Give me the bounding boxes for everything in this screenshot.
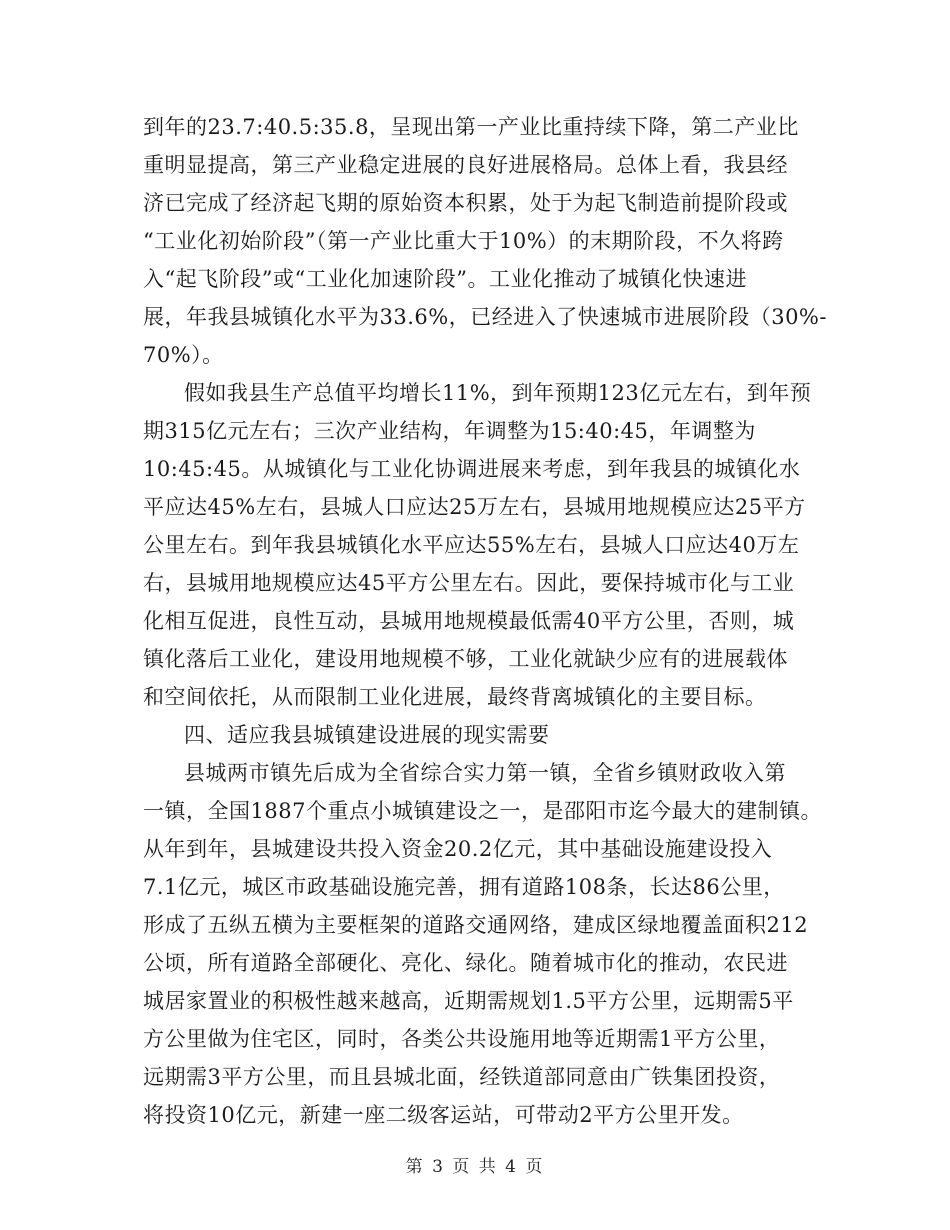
paragraph1-line-3: 济已完成了经济起飞期的原始资本积累，处于为起飞制造前提阶段或 — [143, 191, 788, 215]
paragraph3-line-3: 从年到年，县城建设共投入资金20.2亿元，其中基础设施建设投入 — [143, 837, 773, 861]
paragraph1-line-7: 70%）。 — [143, 343, 224, 367]
paragraph2-line-7: 化相互促进，良性互动，县城用地规模最低需40平方公里，否则，城 — [143, 609, 795, 633]
section-heading: 四、适应我县城镇建设进展的现实需要 — [184, 723, 550, 747]
paragraph3-line-6: 公顷，所有道路全部硬化、亮化、绿化。随着城市化的推动，农民进 — [143, 951, 788, 975]
paragraph2-line-1: 假如我县生产总值平均增长11%，到年预期123亿元左右，到年预 — [184, 381, 812, 405]
paragraph1-line-2: 重明显提高，第三产业稳定进展的良好进展格局。总体上看，我县经 — [143, 153, 788, 177]
paragraph3-line-1: 县城两市镇先后成为全省综合实力第一镇，全省乡镇财政收入第 — [184, 761, 786, 785]
paragraph2-line-3: 10:45:45。从城镇化与工业化协调进展来考虑，到年我县的城镇化水 — [143, 457, 801, 481]
paragraph3-line-4: 7.1亿元，城区市政基础设施完善，拥有道路108条，长达86公里， — [143, 875, 785, 899]
paragraph3-line-7: 城居家置业的积极性越来越高，近期需规划1.5平方公里，远期需5平 — [143, 989, 794, 1013]
paragraph2-line-5: 公里左右。到年我县城镇化水平应达55%左右，县城人口应达40万左 — [143, 533, 800, 557]
paragraph3-line-2: 一镇，全国1887个重点小城镇建设之一，是邵阳市迄今最大的建制镇。 — [143, 799, 822, 823]
paragraph2-line-4: 平应达45%左右，县城人口应达25万左右，县城用地规模应达25平方 — [143, 495, 806, 519]
paragraph3-line-9: 远期需3平方公里，而且县城北面，经铁道部同意由广铁集团投资， — [143, 1065, 781, 1089]
paragraph2-line-8: 镇化落后工业化，建设用地规模不够，工业化就缺少应有的进展载体 — [143, 647, 788, 671]
paragraph2-line-2: 期315亿元左右；三次产业结构，年调整为15:40:45，年调整为 — [143, 419, 756, 443]
paragraph1-line-5: 入“起飞阶段”或“工业化加速阶段”。工业化推动了城镇化快速进 — [143, 267, 747, 291]
paragraph2-line-9: 和空间依托，从而限制工业化进展，最终背离城镇化的主要目标。 — [143, 685, 767, 709]
paragraph1-line-4: “工业化初始阶段”（第一产业比重大于10%）的末期阶段，不久将跨 — [143, 229, 784, 253]
paragraph3-line-5: 形成了五纵五横为主要框架的道路交通网络，建成区绿地覆盖面积212 — [143, 913, 809, 937]
paragraph1-line-1: 到年的23.7:40.5:35.8，呈现出第一产业比重持续下降，第二产业比 — [143, 115, 799, 139]
paragraph2-line-6: 右，县城用地规模应达45平方公里左右。因此，要保持城市化与工业 — [143, 571, 795, 595]
paragraph1-line-6: 展，年我县城镇化水平为33.6%，已经进入了快速城市进展阶段（30%- — [143, 305, 827, 329]
page-number-footer: 第 3 页 共 4 页 — [405, 1157, 545, 1177]
paragraph3-line-10: 将投资10亿元，新建一座二级客运站，可带动2平方公里开发。 — [143, 1103, 744, 1127]
paragraph3-line-8: 方公里做为住宅区，同时，各类公共设施用地等近期需1平方公里， — [143, 1027, 781, 1051]
